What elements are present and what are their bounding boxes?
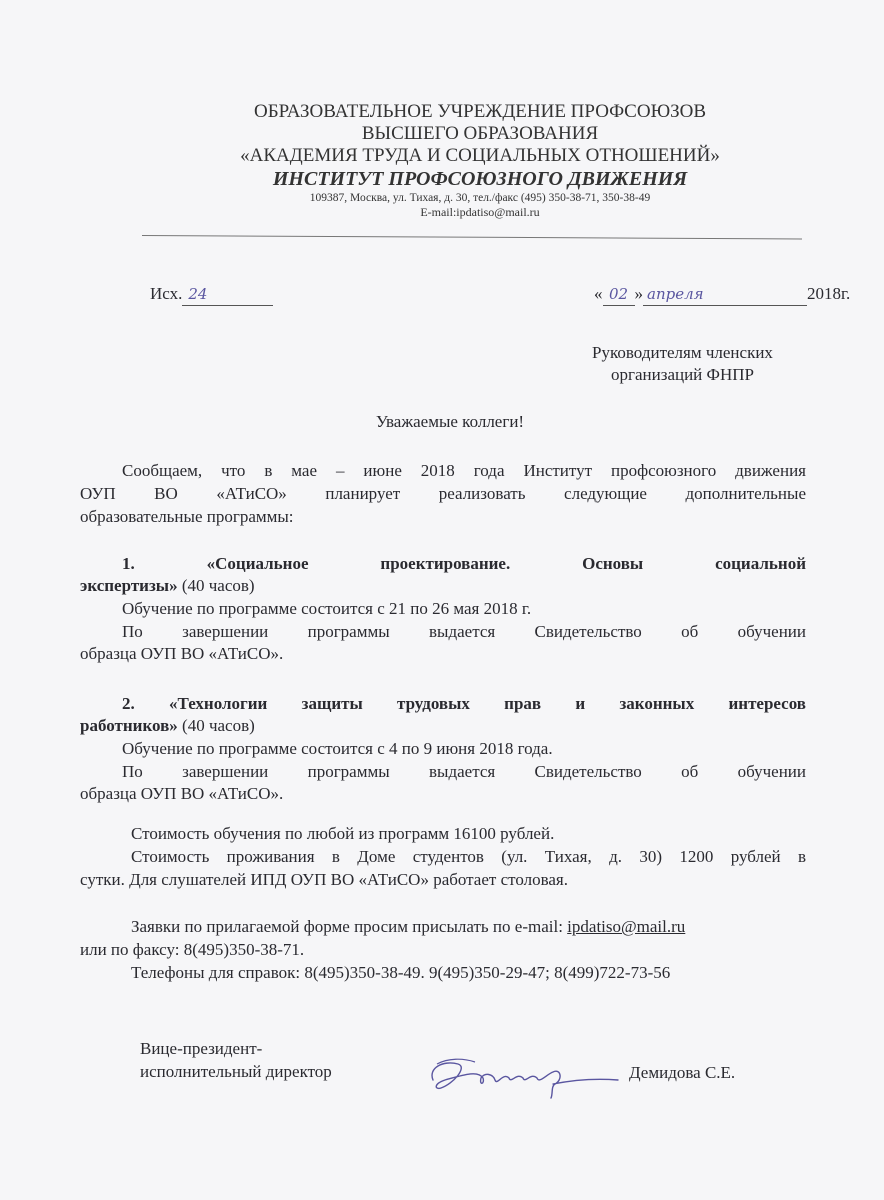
intro-line-3: образовательные программы: <box>80 507 294 526</box>
program-1-title-bold: экспертизы» <box>80 576 178 595</box>
application-line-2: или по факсу: 8(495)350-38-71. <box>80 940 305 959</box>
outgoing-ref <box>150 283 273 306</box>
letterhead-line-3: «АКАДЕМИЯ ТРУДА И СОЦИАЛЬНЫХ ОТНОШЕНИЙ» <box>240 145 720 166</box>
program-2-title-line-1: 2. «Технологии защиты трудовых прав и законных интересов <box>122 694 806 713</box>
program-2-cert-line-2: образца ОУП ВО «АТиСО». <box>80 784 284 803</box>
email-link[interactable]: ipdatiso@mail.ru <box>567 917 686 936</box>
program-1-title-line-2 <box>80 575 806 597</box>
program-1-hours: (40 часов) <box>177 576 255 595</box>
program-2-title-bold: работников» <box>80 716 178 735</box>
reference-phones: Телефоны для справок: 8(495)350-38-49. 9(495)350-29-47; 8(499)722-73-56 <box>131 963 671 982</box>
program-2-cert-line-1: По завершении программы выдается Свидетельство об обучении <box>122 762 806 781</box>
program-1-cert-line-1: По завершении программы выдается Свидетельство об обучении <box>122 622 806 641</box>
letterhead-address: 109387, Москва, ул. Тихая, д. 30, тел./факс (495) 350-38-71, 350-38-49 <box>309 192 651 204</box>
letterhead-email: E-mail:ipdatiso@mail.ru <box>420 205 540 219</box>
institute-name: ИНСТИТУТ ПРОФСОЮЗНОГО ДВИЖЕНИЯ <box>272 168 688 190</box>
date-year: 2018г. <box>807 284 851 303</box>
program-2-hours: (40 часов) <box>177 716 255 735</box>
date-month: апреля <box>643 284 807 306</box>
housing-cost-line-2: сутки. Для слушателей ИПД ОУП ВО «АТиСО» работает столовая. <box>80 870 568 889</box>
letterhead-line-2: ВЫСШЕГО ОБРАЗОВАНИЯ <box>361 123 599 144</box>
date-day: 02 <box>603 284 635 306</box>
program-2-dates: Обучение по программе состоится с 4 по 9 июня 2018 года. <box>122 739 553 758</box>
handwritten-signature <box>423 1050 623 1100</box>
date-open-quote: « <box>594 284 603 303</box>
intro-line-1: Сообщаем, что в мае – июне 2018 года Институт профсоюзного движения <box>122 461 806 480</box>
program-1-cert-line-2: образца ОУП ВО «АТиСО». <box>80 644 284 663</box>
signer-title-line-2: исполнительный директор <box>140 1062 332 1081</box>
addressee-line-1: Руководителям членских <box>592 343 773 362</box>
letterhead-line-1: ОБРАЗОВАТЕЛЬНОЕ УЧРЕЖДЕНИЕ ПРОФСОЮЗОВ <box>253 101 707 122</box>
application-line-1 <box>80 916 806 938</box>
addressee-line-2: организаций ФНПР <box>611 365 754 384</box>
program-1-title-line-1: 1. «Социальное проектирование. Основы социальной <box>122 554 806 573</box>
signer-title-line-1: Вице-президент- <box>140 1039 263 1058</box>
intro-line-2: ОУП ВО «АТиСО» планирует реализовать следующие дополнительные <box>80 484 806 503</box>
header-divider <box>142 235 802 239</box>
greeting: Уважаемые коллеги! <box>375 412 525 431</box>
program-1-dates: Обучение по программе состоится с 21 по 26 мая 2018 г. <box>122 599 532 618</box>
housing-cost-line-1: Стоимость проживания в Доме студентов (ул. Тихая, д. 30) 1200 рублей в <box>131 847 806 866</box>
signer-name: Демидова С.Е. <box>629 1063 736 1082</box>
ref-label: Исх. <box>150 284 183 303</box>
program-2-title-line-2 <box>80 715 806 737</box>
date-close-quote: » <box>634 284 643 303</box>
application-text: Заявки по прилагаемой форме просим присылать по e-mail: <box>131 917 568 936</box>
letter-date <box>594 283 850 306</box>
tuition-cost: Стоимость обучения по любой из программ 16100 рублей. <box>131 824 555 843</box>
ref-number: 24 <box>182 284 273 306</box>
